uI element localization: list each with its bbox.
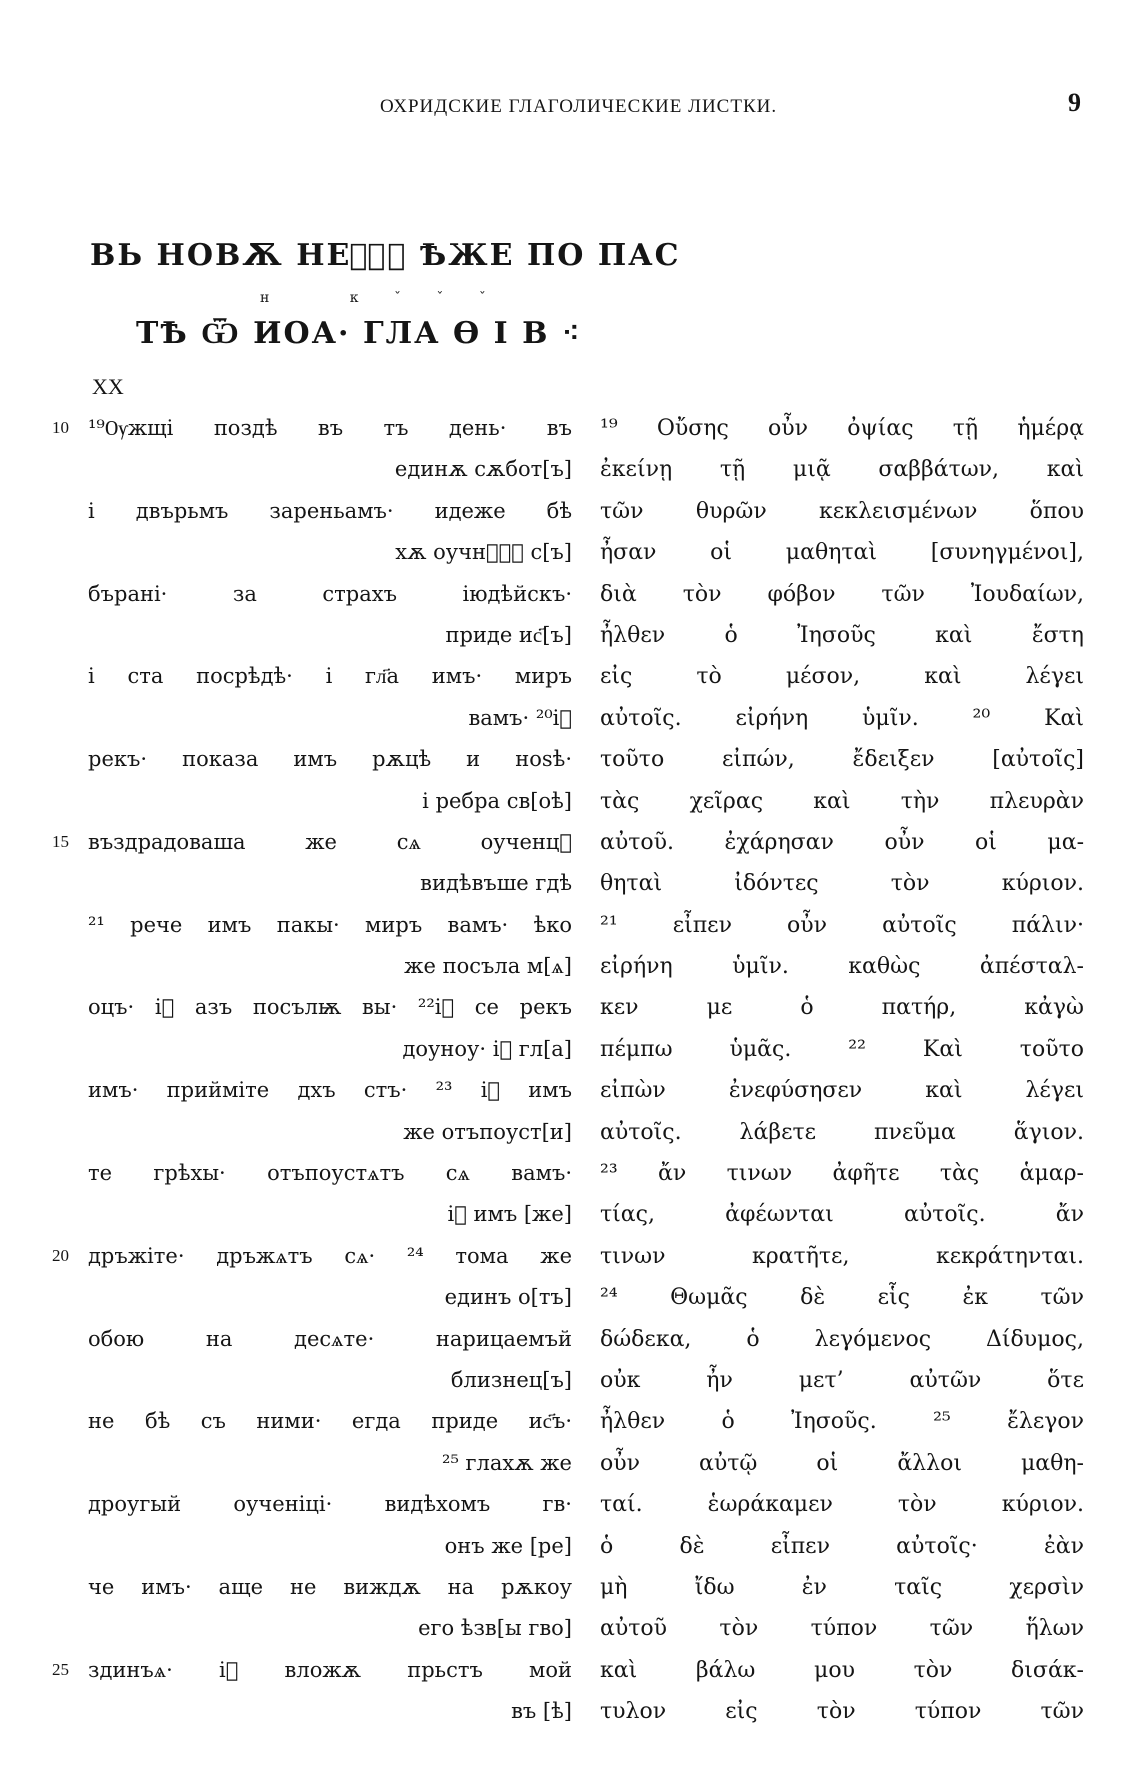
slavonic-line: видѣвъше гдѣ	[420, 871, 572, 896]
slavonic-line: ²⁵ глахѫ же	[442, 1450, 572, 1475]
slavonic-line: же отъпоуст[и]	[403, 1119, 572, 1144]
slavonic-line: вамъ· ²⁰іⷭ	[468, 705, 572, 730]
greek-line: κεν με ὁ πατήρ, κἀγὼ	[600, 995, 1084, 1021]
greek-line: οὐκ ἦν μετ’ αὐτῶν ὅτε	[600, 1367, 1084, 1393]
greek-line: τυλον εἰς τὸν τύπον τῶν	[600, 1699, 1084, 1725]
margin-line-number: 25	[52, 1660, 69, 1679]
slavonic-line: дръжіте· дръжѧтъ сѧ· ²⁴ тома же	[88, 1243, 572, 1268]
slavonic-line: і двърьмъ зареньамъ· идеже бѣ	[88, 498, 572, 523]
slavonic-line: ²¹ рече имъ пакы· миръ вамъ· ѣко	[88, 912, 572, 937]
slavonic-line: че имъ· аще не виждѫ на рѫкоу	[88, 1574, 572, 1599]
greek-line: ²¹ εἶπεν οὖν αὐτοῖς πάλιν·	[600, 912, 1084, 938]
slavonic-line: же посъла м[ѧ]	[404, 954, 572, 979]
greek-line: ἦλθεν ὁ Ἰησοῦς καὶ ἔστη	[600, 622, 1084, 648]
greek-line: εἰς τὸ μέσον, καὶ λέγει	[600, 664, 1084, 690]
greek-line: τοῦτο εἰπών, ἔδειξεν [αὐτοῖς]	[600, 747, 1084, 773]
greek-line: ¹⁹ Οὔσης οὖν ὀψίας τῇ ἡμέρᾳ	[600, 416, 1084, 441]
slavonic-line: хѫ оучнⷰⷰ҇ с[ъ]	[395, 540, 572, 565]
slavonic-line: рекъ· показа имъ рѫцѣ и ноѕѣ·	[88, 747, 572, 772]
slavonic-line: въ [ѣ]	[511, 1699, 572, 1724]
greek-line: καὶ βάλω μου τὸν δισάκ-	[600, 1657, 1084, 1683]
slavonic-line: доуноу· іⷭ гл[а]	[402, 1036, 572, 1061]
slavonic-line: въздрадоваша же сѧ оученцⷰ	[88, 829, 572, 854]
greek-line: τὰς χεῖρας καὶ τὴν πλευρὰν	[600, 788, 1084, 814]
slavonic-line: іⷭ имъ [же]	[447, 1202, 572, 1227]
greek-line: εἰπὼν ἐνεφύσησεν καὶ λέγει	[600, 1078, 1084, 1104]
greek-line: ²³ ἄν τινων ἀφῆτε τὰς ἁμαρ-	[600, 1161, 1084, 1187]
title-line-1: ВЬ НОВѪ НЕⷣ҇⁖ ѢЖЕ ПО ПАС	[90, 238, 681, 273]
greek-line: δώδεκα, ὁ λεγόμενος Δίδυμος,	[600, 1326, 1084, 1352]
greek-line: αὐτοῦ τὸν τύπον τῶν ἥλων	[600, 1616, 1084, 1642]
slavonic-line: обою на десѧте· нарицаемъй	[88, 1326, 572, 1351]
slavonic-line: бърані· за страхъ іюдѣйскъ·	[88, 581, 572, 606]
margin-line-number: 20	[52, 1246, 69, 1265]
greek-line: οὖν αὐτῷ οἱ ἄλλοι μαθη-	[600, 1450, 1084, 1476]
slavonic-line: і ста посрѣдѣ· і гл҃а имъ· миръ	[88, 664, 572, 689]
slavonic-line: дроугый оученіці· видѣхомъ гв·	[88, 1492, 572, 1517]
greek-line: πέμπω ὑμᾶς. ²² Καὶ τοῦτο	[600, 1036, 1084, 1062]
slavonic-line: не бѣ съ ними· егда приде ис҃ъ·	[88, 1409, 572, 1434]
slavonic-line: имъ· прийміте дхъ стъ· ²³ іⷭ имъ	[88, 1078, 572, 1103]
slavonic-line: онъ же [ре]	[444, 1533, 572, 1558]
slavonic-line: те грѣхы· отъпоустѧтъ сѧ вамъ·	[88, 1161, 572, 1186]
running-head: ОХРИДСКИЕ ГЛАГОЛИЧЕСКИЕ ЛИСТКИ.	[380, 96, 778, 117]
page-number: 9	[1068, 88, 1081, 117]
greek-line: αὐτοῦ. ἐχάρησαν οὖν οἱ μα-	[600, 829, 1084, 855]
greek-line: ἐκείνῃ τῇ μιᾷ σαββάτων, καὶ	[600, 457, 1084, 483]
greek-line: ταί. ἑωράκαμεν τὸν κύριον.	[600, 1492, 1084, 1518]
title-line-2: ТѢ Ѿ ИОА· ГЛА Ѳ І В ⁖	[136, 316, 582, 351]
greek-line: αὐτοῖς. εἰρήνη ὑμῖν. ²⁰ Καὶ	[600, 705, 1084, 731]
slavonic-line: близнец[ъ]	[450, 1367, 572, 1392]
margin-line-number: 15	[52, 832, 69, 851]
greek-line: εἰρήνη ὑμῖν. καθὼς ἀπέσταλ-	[600, 954, 1084, 980]
greek-line: ²⁴ Θωμᾶς δὲ εἷς ἐκ τῶν	[600, 1285, 1084, 1311]
greek-line: ἦλθεν ὁ Ἰησοῦς. ²⁵ ἔλεγον	[600, 1409, 1084, 1435]
greek-line: θηταὶ ἰδόντες τὸν κύριον.	[600, 871, 1084, 897]
greek-line: ἦσαν οἱ μαθηταὶ [συνηγμένοι],	[600, 540, 1084, 566]
slavonic-line: его ѣзв[ы гво]	[418, 1616, 572, 1641]
greek-line: τινων κρατῆτε, κεκράτηνται.	[600, 1243, 1084, 1269]
greek-line: διὰ τὸν φόβον τῶν Ἰουδαίων,	[600, 581, 1084, 607]
slavonic-line: і ребра св[оѣ]	[422, 788, 572, 813]
slavonic-line: единъ о[тъ]	[444, 1285, 572, 1310]
margin-line-number: 10	[52, 418, 69, 437]
greek-column	[600, 408, 1084, 1733]
greek-line: ὁ δὲ εἶπεν αὐτοῖς· ἐὰν	[600, 1533, 1084, 1559]
title-superscripts: н к ̌ ̌ ̌	[260, 290, 524, 306]
greek-line: τίας, ἀφέωνται αὐτοῖς. ἄν	[600, 1202, 1084, 1228]
slavonic-line: приде ис҃[ъ]	[445, 622, 572, 647]
slavonic-line: ¹⁹Ѹжщі поздѣ въ тъ день· въ	[88, 416, 572, 440]
slavonic-line: единѫ сѫбот[ъ]	[394, 457, 572, 482]
section-mark: XX	[92, 374, 124, 399]
greek-line: αὐτοῖς. λάβετε πνεῦμα ἅγιον.	[600, 1119, 1084, 1145]
slavonic-column	[88, 408, 572, 1733]
greek-line: τῶν θυρῶν κεκλεισμένων ὅπου	[600, 498, 1084, 524]
slavonic-line: здинъѧ· іⷭ вложѫ прьстъ мой	[88, 1657, 572, 1682]
slavonic-line: оцъ· іⷭ азъ посълѭ вы· ²²іⷭ се рекъ	[88, 995, 572, 1020]
greek-line: μὴ ἴδω ἐν ταῖς χερσὶν	[600, 1574, 1084, 1600]
